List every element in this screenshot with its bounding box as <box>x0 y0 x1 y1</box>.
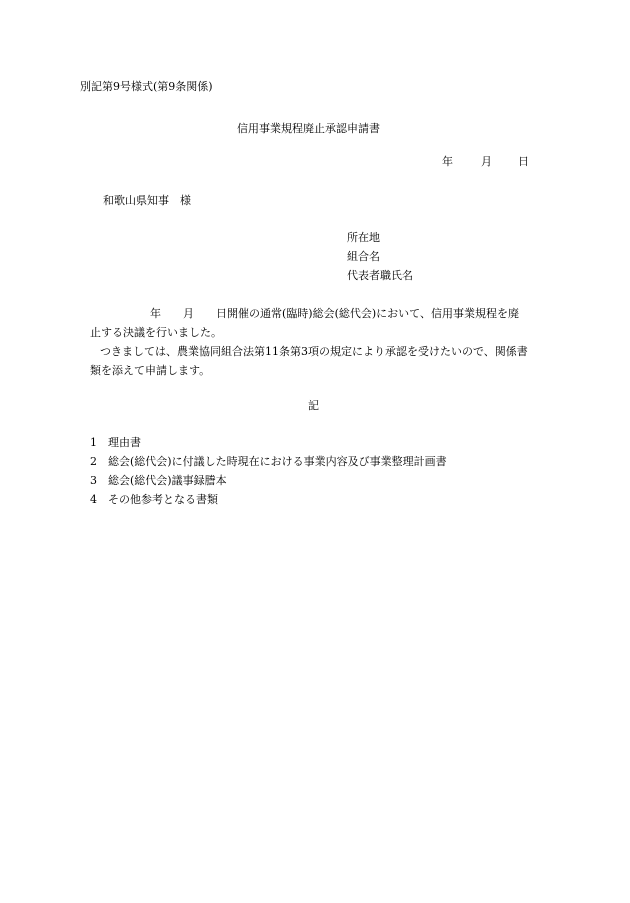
form-number: 別記第9号様式(第9条関係) <box>80 80 213 93</box>
representative-label: 代表者職氏名 <box>347 269 413 282</box>
attachment-number: 2 <box>90 455 97 468</box>
addressee: 和歌山県知事 様 <box>103 194 191 207</box>
attachment-text: 総会(総代会)に付議した時現在における事業内容及び事業整理計画書 <box>108 455 447 468</box>
ki-heading: 記 <box>308 399 319 412</box>
document-title: 信用事業規程廃止承認申請書 <box>237 122 380 135</box>
paragraph2-line2: 類を添えて申請します。 <box>90 364 211 377</box>
attachment-item <box>90 455 447 474</box>
date-month: 月 <box>481 155 492 168</box>
paragraph1-line2: 止する決議を行いました。 <box>90 326 222 339</box>
union-name-label: 組合名 <box>347 250 380 263</box>
address-label: 所在地 <box>347 231 380 244</box>
attachment-list <box>90 436 447 512</box>
attachment-text: その他参考となる書類 <box>108 493 218 506</box>
attachment-text: 理由書 <box>108 436 141 449</box>
date-line <box>442 155 529 168</box>
attachment-item <box>90 474 447 493</box>
paragraph2-line1: つきましては、農業協同組合法第11条第3項の規定により承認を受けたいので、関係書 <box>100 345 528 358</box>
applicant-block <box>347 231 413 288</box>
attachment-number: 4 <box>90 493 97 506</box>
attachment-item <box>90 493 447 512</box>
attachment-number: 1 <box>90 436 97 449</box>
attachment-item <box>90 436 447 455</box>
paragraph1-line1: 年 月 日開催の通常(臨時)総会(総代会)において、信用事業規程を廃 <box>150 307 519 320</box>
date-year: 年 <box>442 155 453 168</box>
date-day: 日 <box>518 155 529 168</box>
body-text <box>90 304 550 380</box>
attachment-text: 総会(総代会)議事録謄本 <box>108 474 227 487</box>
attachment-number: 3 <box>90 474 97 487</box>
